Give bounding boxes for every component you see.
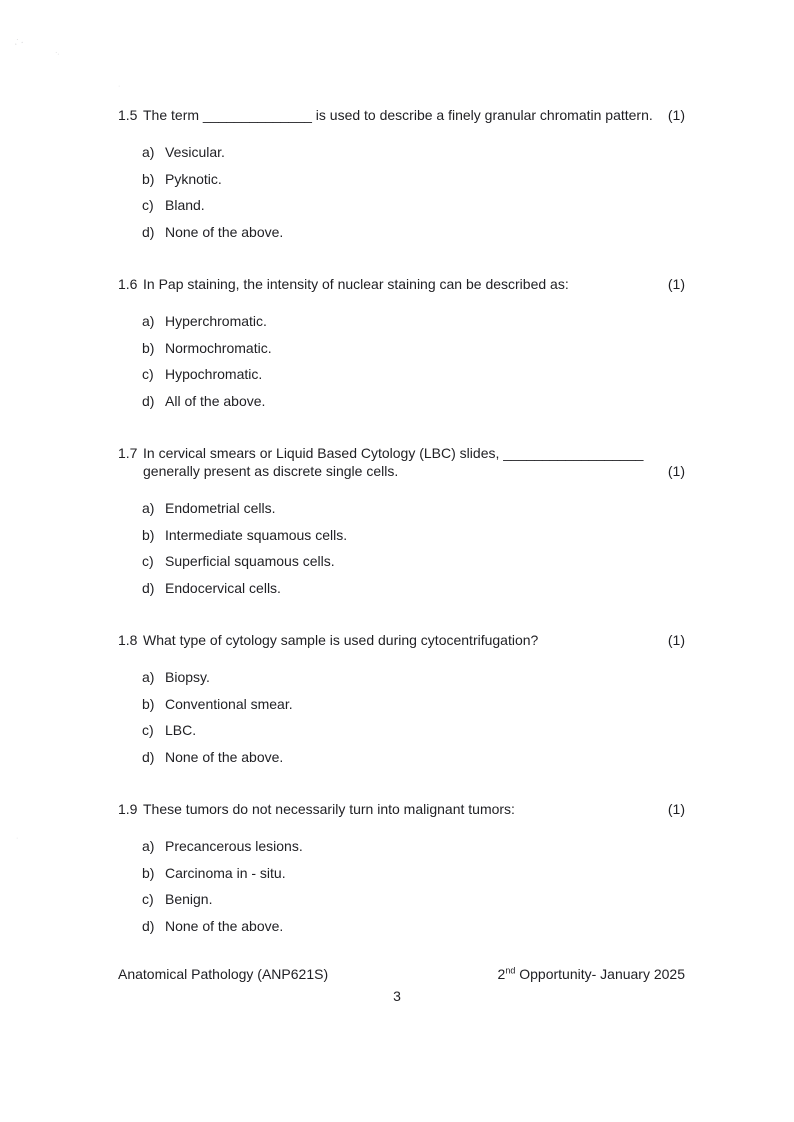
option-text: Hyperchromatic.: [165, 313, 267, 329]
option-text: Bland.: [165, 197, 205, 213]
option-letter: c): [142, 891, 154, 907]
page-number: 3: [393, 988, 401, 1004]
footer-exam-session: 2nd Opportunity- January 2025: [497, 965, 685, 982]
option-text: Vesicular.: [165, 144, 225, 160]
option-text: LBC.: [165, 722, 197, 738]
option-letter: a): [142, 500, 155, 516]
option-text: None of the above.: [165, 917, 284, 934]
option-row: [142, 522, 685, 549]
option-letter: a): [142, 313, 155, 329]
question-body: [118, 275, 660, 293]
options-list: [142, 833, 685, 939]
question-row: [118, 631, 685, 649]
scan-artifact: ·˙·: [12, 36, 26, 51]
option-row: [142, 166, 685, 193]
option-letter: c): [142, 366, 154, 382]
option-row: [142, 575, 685, 602]
option-text: None of the above.: [165, 748, 284, 765]
question-body: [118, 444, 660, 480]
option-letter: b): [142, 526, 155, 543]
question-text: In cervical smears or Liquid Based Cytology (LBC) slides, __________________ generally present as discrete single cells.: [143, 445, 644, 479]
option-letter: d): [142, 223, 155, 240]
option-row: [142, 495, 685, 522]
option-row: [142, 335, 685, 362]
question-1-7: [118, 444, 685, 601]
option-letter: a): [142, 144, 155, 160]
question-row: [118, 106, 685, 124]
option-letter: d): [142, 579, 155, 596]
option-text: Benign.: [165, 891, 213, 907]
scan-artifact: ·: [16, 835, 19, 842]
option-row: [142, 308, 685, 335]
question-number: 1.8: [118, 632, 138, 648]
question-marks: (1): [667, 463, 685, 479]
question-1-9: [118, 800, 685, 939]
question-row: [118, 444, 685, 480]
question-body: [118, 800, 660, 818]
option-text: Endometrial cells.: [165, 500, 276, 516]
options-list: [142, 495, 685, 601]
question-number: 1.9: [118, 801, 138, 817]
option-letter: b): [142, 695, 155, 712]
question-marks: (1): [667, 107, 685, 123]
option-row: [142, 717, 685, 744]
footer-ordinal-suffix: nd: [505, 965, 516, 976]
option-letter: b): [142, 170, 155, 187]
option-row: [142, 548, 685, 575]
option-row: [142, 388, 685, 415]
option-letter: d): [142, 392, 155, 409]
option-text: None of the above.: [165, 223, 284, 240]
questions-section: [118, 106, 685, 939]
question-text: In Pap staining, the intensity of nuclear staining can be described as:: [143, 276, 569, 292]
option-letter: a): [142, 669, 155, 685]
option-text: All of the above.: [165, 392, 266, 409]
option-letter: a): [142, 838, 155, 854]
scan-artifact: ·: [118, 83, 121, 90]
page-footer: [118, 965, 685, 983]
option-row: [142, 886, 685, 913]
option-text: Biopsy.: [165, 669, 210, 685]
question-1-8: [118, 631, 685, 770]
option-row: [142, 833, 685, 860]
option-text: Carcinoma in - situ.: [165, 864, 286, 881]
footer-course-title: Anatomical Pathology (ANP621S): [118, 966, 329, 982]
question-1-5: [118, 106, 685, 245]
question-number: 1.6: [118, 276, 138, 292]
question-number: 1.7: [118, 445, 138, 461]
question-marks: (1): [667, 801, 685, 817]
question-text: What type of cytology sample is used during cytocentrifugation?: [143, 632, 539, 648]
option-row: [142, 192, 685, 219]
option-text: Hypochromatic.: [165, 366, 263, 382]
question-body: [118, 106, 660, 124]
question-body: [118, 631, 660, 649]
option-text: Precancerous lesions.: [165, 838, 303, 854]
option-letter: c): [142, 722, 154, 738]
question-row: [118, 800, 685, 818]
option-letter: c): [142, 197, 154, 213]
option-text: Conventional smear.: [165, 695, 293, 712]
option-row: [142, 691, 685, 718]
options-list: [142, 664, 685, 770]
question-marks: (1): [667, 276, 685, 292]
option-row: [142, 860, 685, 887]
option-letter: b): [142, 864, 155, 881]
option-letter: d): [142, 917, 155, 934]
question-marks: (1): [667, 632, 685, 648]
options-list: [142, 139, 685, 245]
question-text: These tumors do not necessarily turn into malignant tumors:: [143, 801, 515, 817]
question-1-6: [118, 275, 685, 414]
option-row: [142, 219, 685, 246]
option-row: [142, 744, 685, 771]
option-letter: c): [142, 553, 154, 569]
option-text: Normochromatic.: [165, 339, 272, 356]
option-text: Pyknotic.: [165, 170, 222, 187]
option-row: [142, 361, 685, 388]
option-text: Endocervical cells.: [165, 579, 281, 596]
option-row: [142, 139, 685, 166]
option-letter: b): [142, 339, 155, 356]
question-number: 1.5: [118, 107, 138, 123]
options-list: [142, 308, 685, 414]
option-letter: d): [142, 748, 155, 765]
question-text: The term ______________ is used to describe a finely granular chromatin pattern.: [143, 107, 653, 123]
option-text: Intermediate squamous cells.: [165, 526, 348, 543]
option-row: [142, 664, 685, 691]
option-row: [142, 913, 685, 940]
question-row: [118, 275, 685, 293]
option-text: Superficial squamous cells.: [165, 553, 335, 569]
scan-artifact: ·˒: [53, 47, 62, 58]
